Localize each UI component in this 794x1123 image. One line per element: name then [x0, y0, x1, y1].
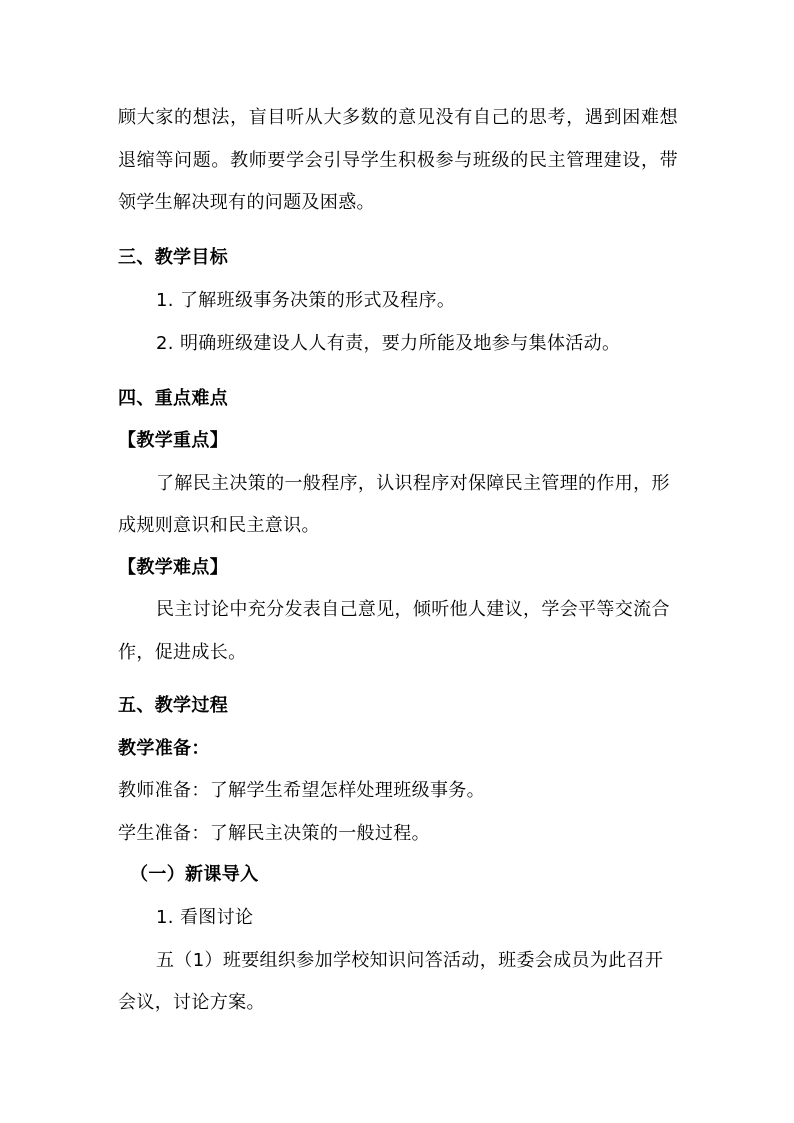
intro-line-2: 退缩等问题。教师要学会引导学生积极参与班级的民主管理建设，带	[118, 150, 678, 171]
difficult-point-label: 【教学难点】	[118, 557, 229, 578]
section-5-title: 五、教学过程	[118, 695, 229, 716]
intro-line-3: 领学生解决现有的问题及困惑。	[118, 192, 375, 213]
key-point-line-1: 了解民主决策的一般程序，认识程序对保障民主管理的作用，形	[156, 473, 670, 494]
preparation-label: 教学准备：	[118, 738, 210, 759]
section-3-title: 三、教学目标	[118, 247, 229, 268]
key-point-label: 【教学重点】	[118, 430, 229, 451]
part-1-title: （一）新课导入	[130, 864, 259, 885]
difficult-point-line-1: 民主讨论中充分发表自己意见，倾听他人建议，学会平等交流合	[156, 599, 670, 620]
intro-line-1: 顾大家的想法，盲目听从大多数的意见没有自己的思考，遇到困难想	[118, 107, 678, 128]
section-4-title: 四、重点难点	[118, 388, 229, 409]
teacher-preparation: 教师准备：了解学生希望怎样处理班级事务。	[118, 780, 485, 801]
step-1-title: 1. 看图讨论	[156, 907, 254, 928]
activity-description-line-1: 五（1）班要组织参加学校知识问答活动，班委会成员为此召开	[156, 950, 664, 971]
student-preparation: 学生准备：了解民主决策的一般过程。	[118, 823, 430, 844]
activity-description-line-2: 会议，讨论方案。	[118, 992, 265, 1013]
objective-item-2: 2. 明确班级建设人人有责，要力所能及地参与集体活动。	[156, 333, 621, 354]
difficult-point-line-2: 作，促进成长。	[118, 642, 247, 663]
objective-item-1: 1. 了解班级事务决策的形式及程序。	[156, 290, 456, 311]
key-point-line-2: 成规则意识和民主意识。	[118, 515, 320, 536]
